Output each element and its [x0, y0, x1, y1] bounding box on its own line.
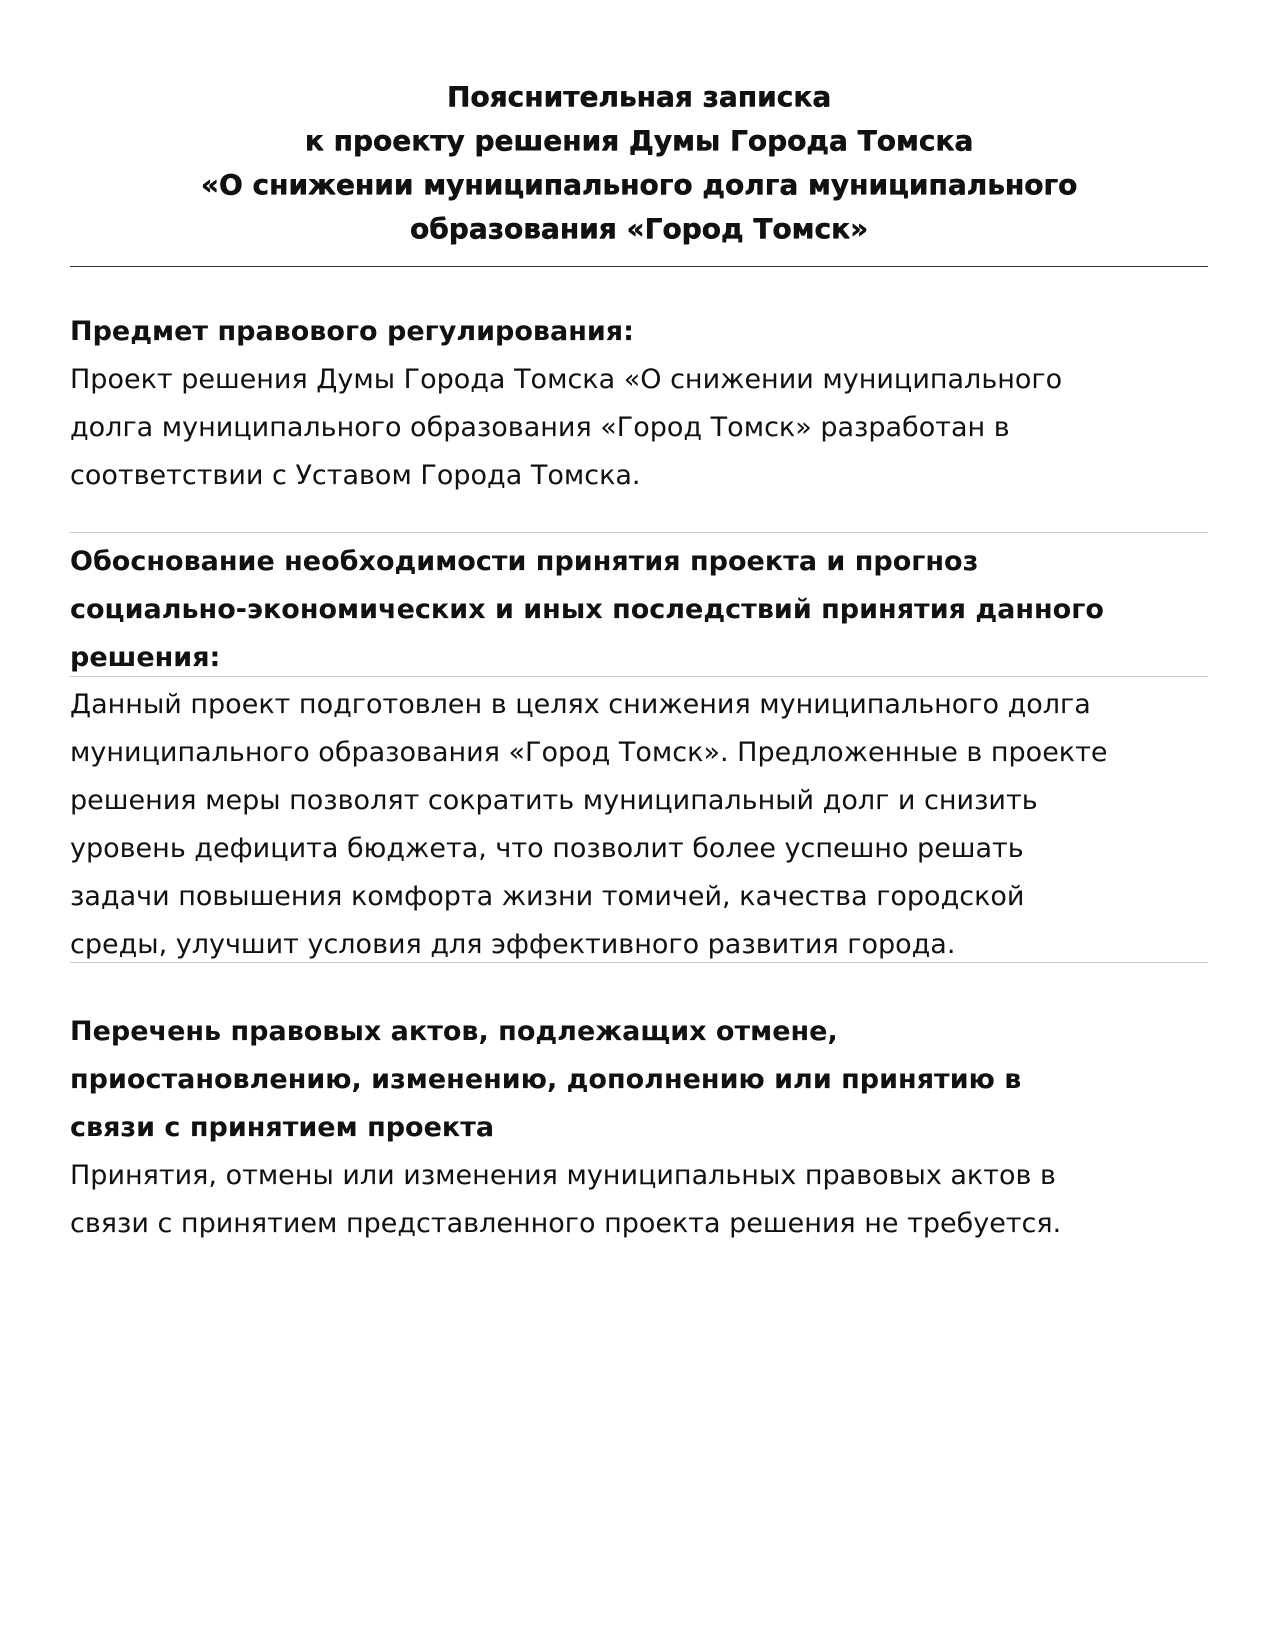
section-acts-list [70, 1008, 1208, 1248]
section-body-line: задачи повышения комфорта жизни томичей, качества городской [70, 881, 1025, 912]
section-body-line: Проект решения Думы Города Томска «О снижении муниципального [70, 364, 1063, 395]
section-body-line: Данный проект подготовлен в целях снижения муниципального долга [70, 689, 1091, 720]
section-divider [70, 532, 1208, 533]
section-heading: связи с принятием проекта [70, 1112, 495, 1143]
section-body-line: среды, улучшит условия для эффективного развития города. [70, 929, 956, 960]
title-divider [70, 266, 1208, 267]
section-heading: решения: [70, 642, 221, 673]
section-body-line: соответствии с Уставом Города Томска. [70, 460, 641, 491]
section-body-line: муниципального образования «Город Томск». Предложенные в проекте [70, 737, 1108, 768]
section-heading: Предмет правового регулирования: [70, 316, 634, 347]
section-justification-body [70, 681, 1208, 969]
section-body-line: уровень дефицита бюджета, что позволит более успешно решать [70, 833, 1024, 864]
section-divider [70, 676, 1208, 677]
section-body-line: связи с принятием представленного проекта решения не требуется. [70, 1208, 1062, 1239]
section-heading: социально-экономических и иных последствий принятия данного [70, 594, 1104, 625]
section-body-line: Принятия, отмены или изменения муниципальных правовых актов в [70, 1160, 1056, 1191]
section-body-line: долга муниципального образования «Город Томск» разработан в [70, 412, 1010, 443]
section-divider [70, 962, 1208, 963]
title-line: к проекту решения Думы Города Томска [304, 124, 974, 157]
section-body-line: решения меры позволят сократить муниципальный долг и снизить [70, 785, 1038, 816]
title-line: «О снижении муниципального долга муниципального [200, 168, 1078, 201]
document-title [70, 75, 1208, 251]
section-justification [70, 538, 1208, 682]
section-heading: Перечень правовых актов, подлежащих отмене, [70, 1016, 838, 1047]
title-line: образования «Город Томск» [409, 212, 869, 245]
section-heading: приостановлению, изменению, дополнению или принятию в [70, 1064, 1022, 1095]
section-subject [70, 308, 1208, 500]
title-line: Пояснительная записка [446, 80, 832, 113]
section-heading: Обоснование необходимости принятия проекта и прогноз [70, 546, 979, 577]
